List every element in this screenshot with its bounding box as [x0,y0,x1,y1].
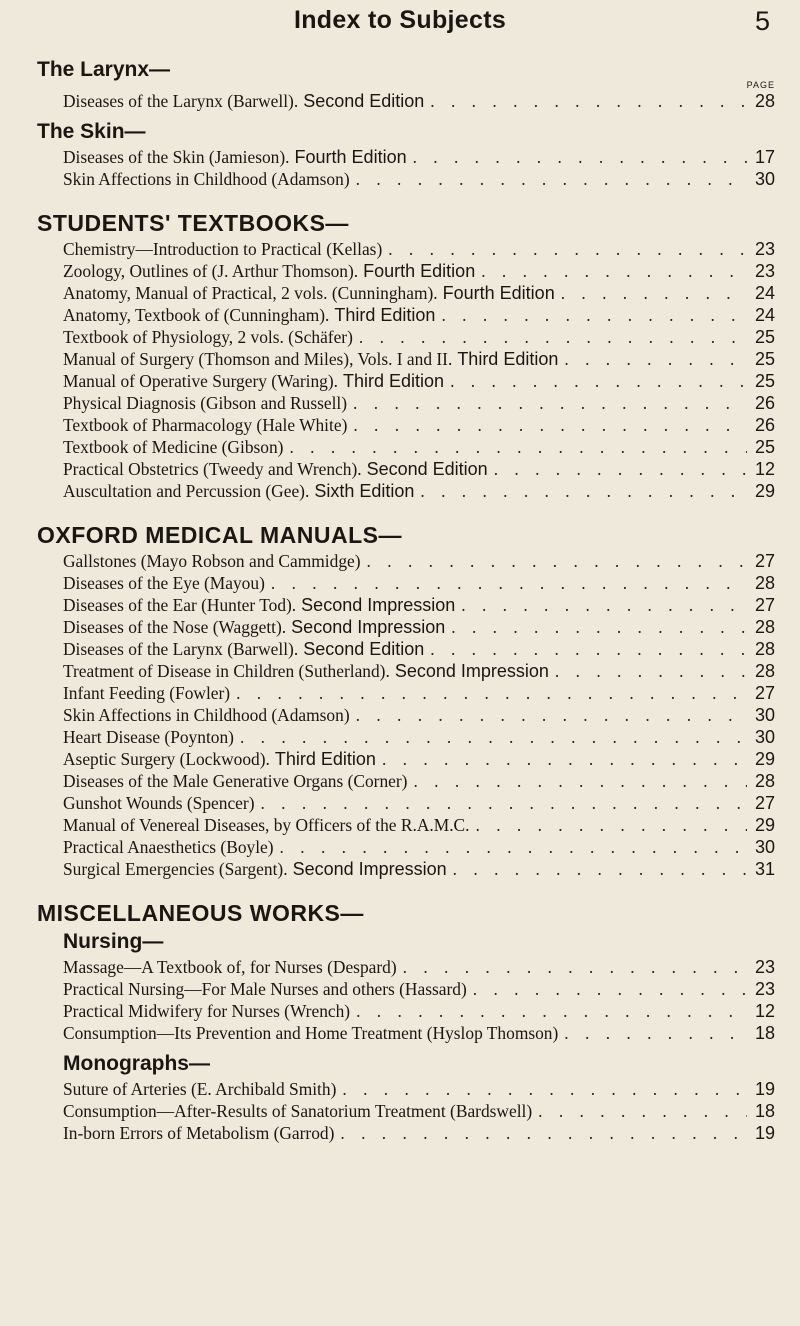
index-entry [63,616,775,638]
leader-dots [413,770,747,792]
entry-title: Treatment of Disease in Children (Sutherland). [63,661,390,681]
index-entry [63,238,775,260]
entry-page: 30 [754,705,775,725]
entry-title: Textbook of Physiology, 2 vols. (Schäfer) [63,327,353,347]
entry-page: 26 [754,415,775,435]
entry-page: 29 [754,749,775,769]
entry-page: 12 [754,1001,775,1021]
index-entry [63,726,775,748]
leader-dots [430,638,747,660]
entry-page: 30 [754,837,775,857]
entry-page: 19 [754,1079,775,1099]
entry-page: 28 [754,771,775,791]
leader-dots [473,978,747,1000]
index-entry [63,304,775,326]
leader-dots [342,1078,747,1100]
leader-dots [453,858,747,880]
leader-dots [430,90,747,112]
leader-dots [236,682,747,704]
entry-title: Skin Affections in Childhood (Adamson) [63,169,350,189]
entry-title: Zoology, Outlines of (J. Arthur Thomson). [63,261,359,281]
index-entry [63,660,775,682]
leader-dots [340,1122,747,1144]
entry-title: Manual of Venereal Diseases, by Officers of the R.A.M.C. [63,815,470,835]
index-entry [63,90,775,112]
entry-title: Diseases of the Nose (Waggett). [63,617,287,637]
entry-edition: Third Edition [334,305,436,325]
entry-title: Diseases of the Larynx (Barwell). [63,639,299,659]
leader-dots [260,792,747,814]
entry-title: Massage—A Textbook of, for Nurses (Despard) [63,957,397,977]
entry-title: Consumption—Its Prevention and Home Treatment (Hyslop Thomson) [63,1023,559,1043]
page-column-label: PAGE [746,80,775,90]
index-content [37,56,775,1144]
oxford-medical-manuals-list [37,550,775,880]
entry-page: 25 [754,327,775,347]
index-entry [63,1078,775,1100]
entry-title: Skin Affections in Childhood (Adamson) [63,705,350,725]
index-entry [63,326,775,348]
entry-page: 23 [754,957,775,977]
entry-edition: Third Edition [274,749,376,769]
entry-page: 23 [754,261,775,281]
index-entry [63,814,775,836]
entry-page: 28 [754,661,775,681]
index-entry [63,1000,775,1022]
students-textbooks-list [37,238,775,502]
entry-edition: Third Edition [343,371,445,391]
entry-page: 29 [754,815,775,835]
subsection-title-nursing: Nursing— [63,930,164,953]
index-entry [63,436,775,458]
nursing-list [63,956,775,1044]
entry-page: 31 [754,859,775,879]
entry-title: In-born Errors of Metabolism (Garrod) [63,1123,335,1143]
index-entry [63,748,775,770]
leader-dots [367,550,747,572]
entry-title: Practical Anaesthetics (Boyle) [63,837,274,857]
leader-dots [441,304,747,326]
entry-page: 28 [754,91,775,111]
entry-page: 28 [754,573,775,593]
entry-title: Chemistry—Introduction to Practical (Kellas) [63,239,383,259]
index-entry [63,146,775,168]
index-entry [63,682,775,704]
entry-title: Diseases of the Eye (Mayou) [63,573,265,593]
entry-title: Suture of Arteries (E. Archibald Smith) [63,1079,337,1099]
index-entry [63,392,775,414]
section-title-larynx: The Larynx— [37,58,171,81]
leader-dots [289,436,747,458]
leader-dots [451,616,747,638]
monographs-list [63,1078,775,1144]
subsection-title-monographs: Monographs— [63,1052,210,1075]
leader-dots [382,748,747,770]
index-entry [63,704,775,726]
entry-title: Diseases of the Skin (Jamieson). [63,147,290,167]
entry-page: 27 [754,551,775,571]
leader-dots [564,1022,747,1044]
entry-title: Anatomy, Textbook of (Cunningham). [63,305,330,325]
entry-title: Gunshot Wounds (Spencer) [63,793,255,813]
index-entry [63,282,775,304]
entry-page: 25 [754,349,775,369]
leader-dots [356,168,747,190]
section-title-miscellaneous-works: MISCELLANEOUS WORKS— [37,900,364,926]
index-entry [63,370,775,392]
entry-title: Gallstones (Mayo Robson and Cammidge) [63,551,361,571]
entry-page: 27 [754,793,775,813]
entry-edition: Second Edition [366,459,488,479]
leader-dots [420,480,747,502]
entry-title: Diseases of the Ear (Hunter Tod). [63,595,297,615]
entry-page: 12 [754,459,775,479]
entry-title: Practical Obstetrics (Tweedy and Wrench). [63,459,362,479]
index-entry [63,978,775,1000]
entry-edition: Second Impression [301,595,456,615]
entry-title: Manual of Operative Surgery (Waring). [63,371,338,391]
leader-dots [280,836,747,858]
entry-page: 27 [754,683,775,703]
index-entry [63,458,775,480]
index-entry [63,168,775,190]
leader-dots [555,660,747,682]
index-entry [63,1100,775,1122]
entry-edition: Fourth Edition [363,261,476,281]
entry-page: 29 [754,481,775,501]
section-title-students-textbooks: STUDENTS' TEXTBOOKS— [37,210,349,236]
entry-page: 25 [754,371,775,391]
entry-title: Infant Feeding (Fowler) [63,683,231,703]
index-entry [63,638,775,660]
leader-dots [356,704,747,726]
leader-dots [403,956,747,978]
entry-edition: Second Impression [291,617,446,637]
entry-page: 27 [754,595,775,615]
page-header [0,6,800,46]
entry-edition: Third Edition [457,349,559,369]
leader-dots [388,238,747,260]
entry-title: Practical Nursing—For Male Nurses and others (Hassard) [63,979,467,999]
entry-title: Diseases of the Male Generative Organs (Corner) [63,771,408,791]
entry-edition: Second Edition [303,639,425,659]
entry-title: Surgical Emergencies (Sargent). [63,859,288,879]
index-entry [63,550,775,572]
index-entry [63,956,775,978]
entry-edition: Second Impression [394,661,549,681]
entry-title: Textbook of Medicine (Gibson) [63,437,284,457]
section-title-skin: The Skin— [37,120,146,143]
index-entry [63,480,775,502]
entry-page: 30 [754,727,775,747]
entry-edition: Second Impression [292,859,447,879]
entry-title: Diseases of the Larynx (Barwell). [63,91,299,111]
index-entry [63,414,775,436]
entry-edition: Fourth Edition [442,283,555,303]
leader-dots [240,726,747,748]
index-entry [63,572,775,594]
leader-dots [356,1000,747,1022]
leader-dots [494,458,747,480]
entry-page: 25 [754,437,775,457]
leader-dots [271,572,747,594]
leader-dots [561,282,747,304]
leader-dots [461,594,747,616]
entry-page: 26 [754,393,775,413]
leader-dots [564,348,747,370]
entry-edition: Sixth Edition [314,481,415,501]
entry-title: Physical Diagnosis (Gibson and Russell) [63,393,348,413]
index-entry [63,770,775,792]
index-entry [63,260,775,282]
entry-page: 23 [754,239,775,259]
index-entry [63,1022,775,1044]
entry-title: Anatomy, Manual of Practical, 2 vols. (Cunningham). [63,283,438,303]
leader-dots [538,1100,747,1122]
index-entry [63,858,775,880]
leader-dots [353,414,747,436]
entry-page: 23 [754,979,775,999]
entry-page: 18 [754,1101,775,1121]
leader-dots [413,146,747,168]
entry-page: 24 [754,305,775,325]
index-entry [63,836,775,858]
entry-page: 28 [754,639,775,659]
entry-edition: Fourth Edition [294,147,407,167]
index-entry [63,1122,775,1144]
entry-page: 19 [754,1123,775,1143]
entry-page: 30 [754,169,775,189]
index-entry [63,792,775,814]
entry-edition: Second Edition [303,91,425,111]
entry-page: 18 [754,1023,775,1043]
entry-title: Manual of Surgery (Thomson and Miles), Vols. I and II. [63,349,453,369]
entry-title: Heart Disease (Poynton) [63,727,234,747]
leader-dots [476,814,748,836]
entry-title: Textbook of Pharmacology (Hale White) [63,415,348,435]
entry-title: Auscultation and Percussion (Gee). [63,481,310,501]
leader-dots [450,370,747,392]
index-entry [63,348,775,370]
leader-dots [481,260,747,282]
entry-title: Practical Midwifery for Nurses (Wrench) [63,1001,351,1021]
leader-dots [353,392,747,414]
entry-page: 28 [754,617,775,637]
page-number: 5 [754,6,770,36]
leader-dots [359,326,747,348]
section-title-oxford-medical-manuals: OXFORD MEDICAL MANUALS— [37,522,403,548]
entry-title: Consumption—After-Results of Sanatorium Treatment (Bardswell) [63,1101,533,1121]
entry-page: 24 [754,283,775,303]
index-entry [63,594,775,616]
entry-title: Aseptic Surgery (Lockwood). [63,749,270,769]
page-title: Index to Subjects [293,6,507,34]
entry-page: 17 [754,147,775,167]
